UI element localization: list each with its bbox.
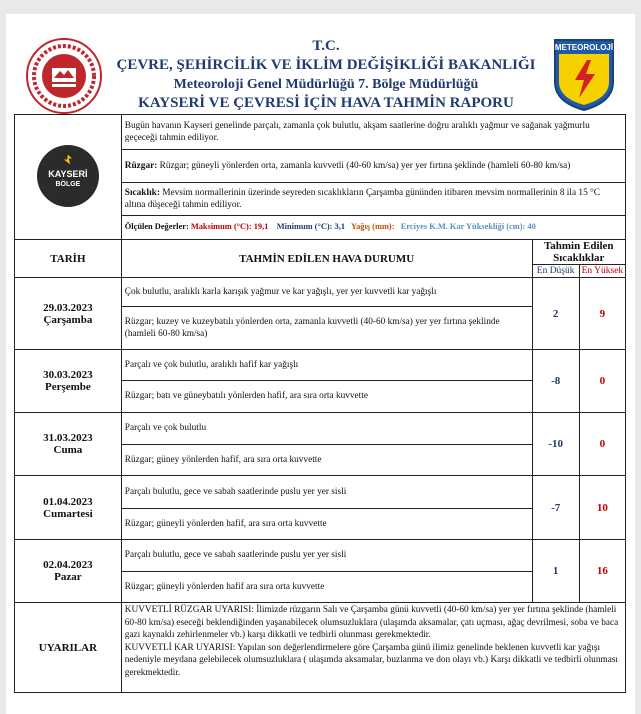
date-header: TARİH [15,240,122,278]
title-directorate: Meteoroloji Genel Müdürlüğü 7. Bölge Müdürlüğü [173,77,479,92]
report-header [6,14,635,114]
temp-text: Mevsim normallerinin üzerinde seyreden sıcaklıkların Çarşamba gününden itibaren mevsim normallerinin 8 ila 15 °C altına düşeceği tahmin ediliyor. [124,187,600,210]
badge-line2: BÖLGE [55,180,81,188]
measured-max: Maksimum (°C): 19,1 [190,222,269,232]
day-wind: Rüzgar; kuzey ve kuzeybatılı yönlerden orta, zamanla kuvvetli (40-60 km/sa) yer yer fırtına şeklinde (hamleli 60-80 km/sa) [121,307,532,350]
day-name: Perşembe [44,381,91,393]
wind-warning: KUVVETLİ RÜZGAR UYARISI: İlimizde rüzgarın Salı ve Çarşamba günü kuvvetli (40-60 km/sa) yer yer fırtına şeklinde (hamleli 60-80 km/sa) eseceği beklendiğinden yaşanabilecek olumsuzluklara (ulaşımda aksamalar, çatı uçması, ağaç devrilmesi, soba ve baca gazı kaynaklı zehirlenmeler vb.) karşı dikkatli ve tedbirli olunması gerekmektedir. [124,605,619,640]
measured-rain: Yağış (mm): [351,222,395,232]
kayseri-badge [37,145,99,207]
wind-text: Rüzgar; güneyli yönlerden orta, zamanla kuvvetli (40-60 km/sa) yer yer fırtına şeklinde (hamleli 60-80 km/sa) [157,160,571,171]
bolt-icon [64,155,72,165]
day-high: 16 [579,540,625,603]
forecast-header: TAHMİN EDİLEN HAVA DURUMU [121,240,532,278]
day-low: -10 [532,413,579,476]
temp-label: Sıcaklık: [124,187,160,198]
day-date: 29.03.2023 [43,301,93,314]
day-low: 1 [532,540,579,603]
day-low: -8 [532,350,579,413]
day-date-cell [15,278,122,350]
meteorology-logo-text: METEOROLOJİ [554,43,614,52]
day-date-cell [15,413,122,476]
warnings-label: UYARILAR [15,603,122,693]
day-high: 0 [579,350,625,413]
warnings-cell [121,603,625,693]
day-name: Pazar [54,571,82,583]
temperature-summary [121,183,625,216]
wind-summary [121,150,625,183]
day-name: Cuma [53,444,83,456]
day-low: -7 [532,476,579,540]
day-wind: Rüzgar; güneyli yönlerden hafif ara sıra orta kuvvette [121,572,532,603]
title-report: KAYSERİ VE ÇEVRESİ İÇİN HAVA TAHMİN RAPORU [138,95,514,111]
day-weather: Çok bulutlu, aralıklı karla karışık yağmur ve kar yağışlı, yer yer kuvvetli kar yağışlı [121,278,532,307]
meteorology-logo [553,38,615,112]
day-wind: Rüzgar; güneyli yönlerden hafif, ara sıra orta kuvvette [121,509,532,540]
day-date-cell [15,540,122,603]
day-wind: Rüzgar; güney yönlerden hafif, ara sıra orta kuvvette [121,445,532,476]
snow-warning: KUVVETLİ KAR UYARISI: Yapılan son değerlendirmelere göre Çarşamba günü ilimiz genelinde beklenen kuvvetli kar yağışı nedeniyle meydana gelebilecek olumsuzluklara ( ulaşımda aksamalar, buzlanma ve don olayı vb.) Karşı dikkatli ve tedbirli olunması gerekmektedir. [124,642,619,678]
temps-header: Tahmin Edilen Sıcaklıklar [532,240,625,265]
day-weather: Parçalı bulutlu, gece ve sabah saatlerinde puslu yer yer sisli [121,540,532,572]
day-weather: Parçalı ve çok bulutlu, aralıklı hafif kar yağışlı [121,350,532,381]
day-high: 0 [579,413,625,476]
day-date: 01.04.2023 [43,495,93,508]
day-date: 02.04.2023 [43,559,93,571]
day-date: 30.03.2023 [43,369,93,381]
report-page [6,14,635,714]
day-date: 31.03.2023 [43,432,93,444]
measured-values [121,216,625,240]
title-tc: T.C. [312,38,340,54]
day-low: 2 [532,278,579,350]
title-ministry: ÇEVRE, ŞEHİRCİLİK VE İKLİM DEĞİŞİKLİĞİ BAKANLIĞI [116,57,536,73]
wind-label: Rüzgar: [124,160,158,171]
ministry-seal-logo [26,38,102,114]
day-high: 10 [579,476,625,540]
report-titles [106,37,546,113]
day-weather: Parçalı ve çok bulutlu [121,413,532,445]
badge-line1: KAYSERİ [48,168,88,179]
day-date-cell [15,476,122,540]
day-weather: Parçalı bulutlu, gece ve sabah saatlerinde puslu yer yer sisli [121,476,532,509]
day-name: Çarşamba [43,313,93,326]
measured-min: Minimum (°C): 3,1 [276,222,346,232]
low-header: En Düşük [532,265,579,278]
day-name: Cumartesi [43,507,93,520]
measured-snow: Erciyes K.M. Kar Yüksekliği (cm): 40 [400,222,536,232]
measured-label: Ölçülen Değerler: [124,222,189,232]
forecast-table [14,114,626,693]
day-date-cell [15,350,122,413]
day-wind: Rüzgar; batı ve güneybatılı yönlerden hafif, ara sıra orta kuvvette [121,381,532,413]
general-forecast: Bugün havanın Kayseri genelinde parçalı, zamanla çok bulutlu, akşam saatlerine doğru aralıklı yağmur ve sağanak yağmurlu geçeceği tahmin ediliyor. [121,115,625,150]
day-high: 9 [579,278,625,350]
kayseri-badge-cell [15,115,122,240]
high-header: En Yüksek [579,265,625,278]
